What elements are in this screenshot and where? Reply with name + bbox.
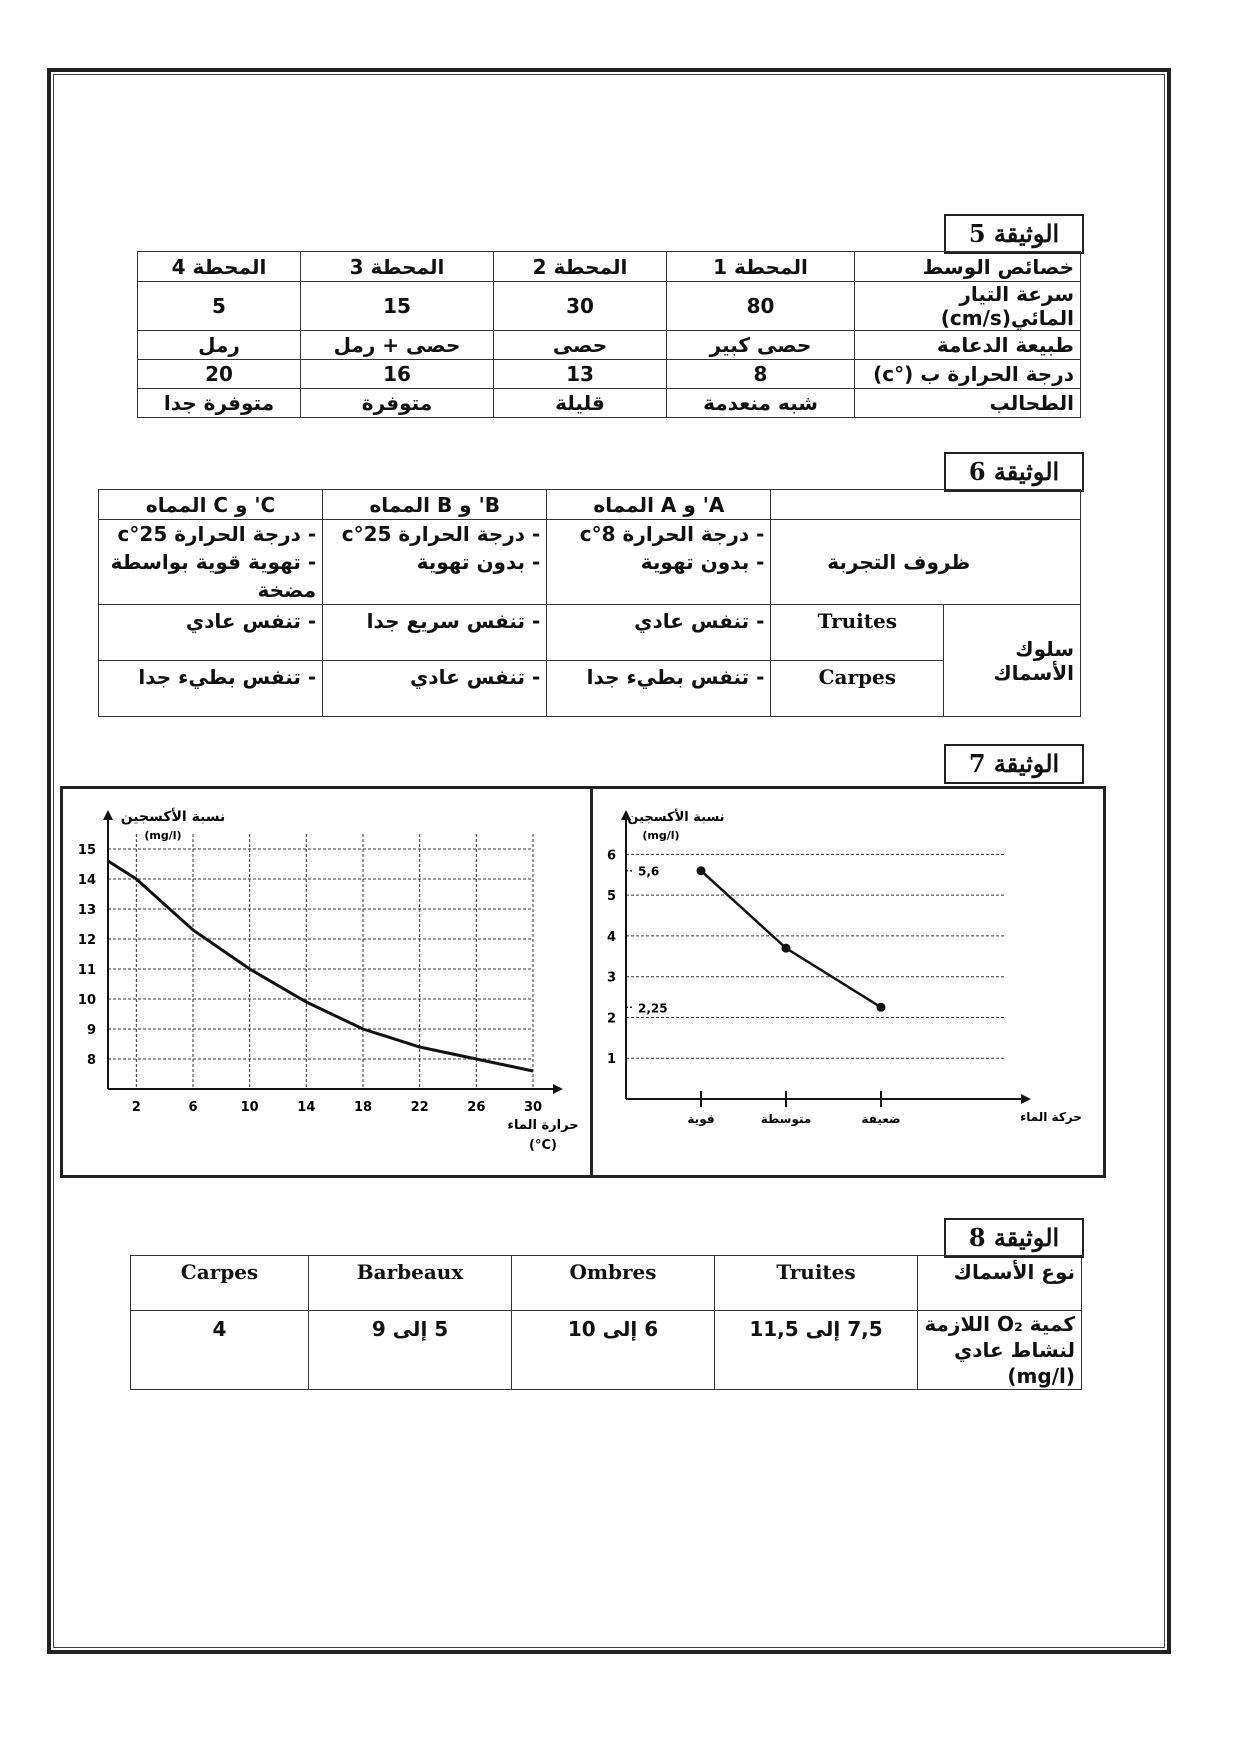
doc6-header-C: المماه C و 'C [99,490,323,520]
chart2-ytick-label: 5 [606,889,616,905]
chart1-ytick-label: 12 [77,933,96,948]
doc5-header-station3: المحطة 3 [301,252,494,282]
chart2-ticks [607,848,901,1127]
chart1-grid [108,834,533,1089]
doc5-header-station4: المحطة 4 [138,252,301,282]
doc8-fish-truites: Truites [715,1256,918,1311]
chart1-ytick-label: 11 [77,963,96,978]
chart1-xtick-label: 14 [297,1100,316,1115]
doc8-title: الوثيقة 8 [944,1218,1084,1258]
chart1-xtick-label: 10 [240,1100,259,1115]
doc5-algae-s2: قليلة [494,389,667,418]
chart1-ytick-label: 10 [77,993,96,1008]
chart2-annotation-label: 2,25 [638,1001,668,1016]
chart2-xlabel: حركة الماء [1020,1110,1082,1124]
doc5-header-property: خصائص الوسط [855,252,1081,282]
doc6-conditions-B: - درجة الحرارة 25°c - بدون تهوية [323,520,547,605]
doc5-header-station2: المحطة 2 [494,252,667,282]
doc5-speed-s4: 5 [138,282,301,331]
chart2-point [782,944,791,953]
chart1-xaxis-arrow [553,1084,563,1094]
doc6-truites-B: - تنفس سريع جدا [323,605,547,661]
doc6-table [98,489,1081,717]
chart1-ytick-label: 9 [86,1023,96,1038]
chart2-point [877,1003,886,1012]
doc8-fish-ombres: Ombres [512,1256,715,1311]
chart-oxygen-water-movement [596,799,1096,1165]
doc8-o2-truites: 7,5 إلى 11,5 [715,1311,918,1390]
doc6-truites-A: - تنفس عادي [547,605,771,661]
chart2-annotations [626,865,668,1016]
doc5-algae-s3: متوفرة [301,389,494,418]
chart2-xtick-label: ضعيفة [861,1112,901,1126]
doc8-fish-carpes: Carpes [131,1256,309,1311]
chart1-series-line [108,861,533,1071]
chart2-ytick-label: 1 [606,1052,616,1068]
doc5-speed-s2: 30 [494,282,667,331]
doc5-temp-s2: 13 [494,360,667,389]
doc5-temp-s1: 8 [667,360,855,389]
doc5-table [137,251,1081,418]
chart2-series-line [701,871,881,1008]
doc7-title: الوثيقة 7 [944,744,1084,784]
doc6-carpes-A: - تنفس بطيء جدا [547,661,771,717]
doc5-substrate-s1: حصى كبير [667,331,855,360]
chart1-xtick-label: 18 [353,1100,373,1115]
doc8-o2-barbeaux: 5 إلى 9 [309,1311,512,1390]
doc5-speed-label: سرعة التيار المائي(cm/s) [855,282,1081,331]
chart1-xtick-label: 6 [188,1100,198,1115]
doc7-charts [60,786,1106,1178]
doc6-conditions-C: - درجة الحرارة 25°c - تهوية قوية بواسطة مضخة [99,520,323,605]
doc5-speed-s1: 80 [667,282,855,331]
doc5-substrate-label: طبيعة الدعامة [855,331,1081,360]
doc6-carpes-C: - تنفس بطيء جدا [99,661,323,717]
chart2-xtick-label: متوسطة [760,1112,812,1126]
doc6-header-B: المماه B و 'B [323,490,547,520]
chart1-ylabel: نسبة الأكسجين [120,809,226,825]
doc5-algae-s4: متوفرة جدا [138,389,301,418]
doc8-fish-barbeaux: Barbeaux [309,1256,512,1311]
chart1-xtick-label: 30 [523,1100,543,1115]
doc5-speed-s3: 15 [301,282,494,331]
doc5-header-station1: المحطة 1 [667,252,855,282]
chart1-xtick-label: 2 [131,1100,141,1115]
doc5-temp-s4: 20 [138,360,301,389]
doc8-fish-type-label: نوع الأسماك [918,1256,1082,1311]
doc5-temp-s3: 16 [301,360,494,389]
chart2-point [697,866,706,875]
doc6-carpes-B: - تنفس عادي [323,661,547,717]
doc6-truites-name: Truites [771,605,944,661]
doc5-title: الوثيقة 5 [944,214,1084,254]
chart2-ytick-label: 2 [606,1011,616,1027]
chart1-yaxis-arrow [103,810,113,820]
chart1-yunit: (mg/l) [144,829,182,842]
doc5-algae-s1: شبه منعدمة [667,389,855,418]
doc8-table [130,1255,1082,1390]
chart1-ytick-label: 13 [77,903,96,918]
chart1-xtick-label: 22 [410,1100,429,1115]
doc6-behavior-label: سلوك الأسماك [944,605,1081,717]
doc5-substrate-s4: رمل [138,331,301,360]
chart2-points [697,866,886,1012]
chart2-ytick-label: 4 [606,929,616,945]
chart1-xlabel: حرارة الماء [507,1118,579,1133]
doc8-o2-carpes: 4 [131,1311,309,1390]
doc5-substrate-s2: حصى [494,331,667,360]
chart1-axes [103,810,563,1094]
doc6-title: الوثيقة 6 [944,452,1084,492]
chart1-xtick-label: 26 [467,1100,486,1115]
chart1-ytick-label: 15 [77,843,96,858]
doc5-substrate-s3: حصى + رمل [301,331,494,360]
doc6-conditions-A: - درجة الحرارة 8°c - بدون تهوية [547,520,771,605]
doc6-header-empty [771,490,1081,520]
chart1-ticks [78,843,542,1115]
chart2-annotation-label: 5,6 [638,864,660,879]
chart2-xaxis-arrow [1021,1094,1031,1104]
chart1-ytick-label: 14 [77,873,96,888]
chart-separator [590,789,593,1175]
chart2-ylabel: نسبة الأكسجين [627,810,725,825]
doc8-o2-label: كمية O₂ اللازمة لنشاط عادي (mg/l) [918,1311,1082,1390]
doc6-carpes-name: Carpes [771,661,944,717]
chart2-ytick-label: 6 [606,848,616,864]
chart2-grid [626,854,1006,1058]
doc5-temp-label: درجة الحرارة ب (°c) [855,360,1081,389]
chart2-yunit: (mg/l) [642,829,680,842]
chart1-ytick-label: 8 [86,1053,96,1068]
doc6-header-A: المماه A و 'A [547,490,771,520]
doc6-conditions-label: ظروف التجربة [771,520,1081,605]
chart1-xunit: (°C) [529,1138,557,1153]
doc6-truites-C: - تنفس عادي [99,605,323,661]
chart-oxygen-temperature [73,799,583,1165]
doc8-o2-ombres: 6 إلى 10 [512,1311,715,1390]
chart2-xtick-label: قوية [687,1112,715,1126]
doc5-algae-label: الطحالب [855,389,1081,418]
chart2-ytick-label: 3 [606,970,616,986]
